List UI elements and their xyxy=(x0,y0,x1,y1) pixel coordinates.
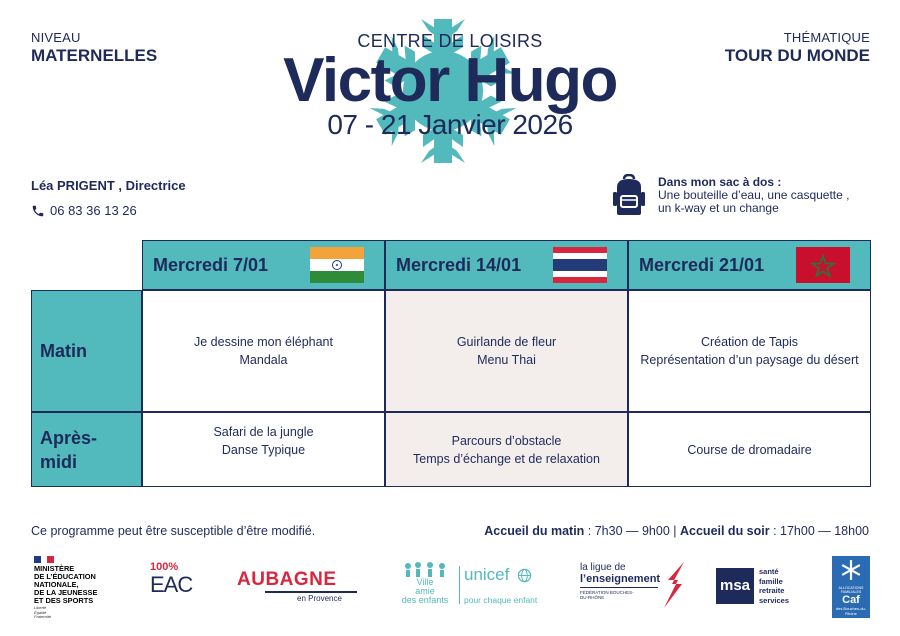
afternoon-label-2: midi xyxy=(40,451,78,472)
cell-afternoon-day2 xyxy=(385,412,628,487)
director-name: Léa PRIGENT , Directrice xyxy=(31,178,186,193)
niveau-block xyxy=(31,30,157,66)
thailand-flag-icon xyxy=(553,247,607,283)
activity: Parcours d’obstacle xyxy=(451,433,562,448)
activity: Je dessine mon éléphant xyxy=(194,335,333,349)
theme-label: THÉMATIQUE xyxy=(783,30,870,45)
opening-hours xyxy=(484,524,869,538)
bag-info xyxy=(658,176,849,215)
activity: Temps d’échange et de relaxation xyxy=(413,451,600,466)
activity: Mandala xyxy=(239,353,288,367)
phone-row xyxy=(31,203,137,218)
day-header-2 xyxy=(385,240,628,290)
schedule-table xyxy=(31,240,871,487)
disclaimer-note: Ce programme peut être susceptible d’être modifié. xyxy=(31,524,316,538)
unicef-ville-amie-logo: Ville amie des enfants unicef pour chaque enfant xyxy=(396,562,541,608)
cell-morning-day2 xyxy=(385,290,628,412)
activity: Représentation d’un paysage du désert xyxy=(640,353,859,367)
globe-icon xyxy=(517,568,532,583)
row-header-afternoon xyxy=(31,412,142,487)
centre-subtitle: CENTRE DE LOISIRS xyxy=(357,31,543,51)
cell-morning-day1 xyxy=(142,290,385,412)
ministere-logo: MINISTÈRE DE L’ÉDUCATION NATIONALE, DE LA JEUNESSE ET DES SPORTS Liberté Égalité Fraternité xyxy=(34,556,106,620)
evening-hours-label: Accueil du soir xyxy=(680,524,770,538)
day-label: Mercredi 7/01 xyxy=(153,254,269,275)
morocco-flag-icon xyxy=(796,247,850,283)
msa-logo: msa santé famille retraite services xyxy=(716,566,802,606)
afternoon-label-1: Après- xyxy=(40,427,98,448)
row-header-morning xyxy=(31,290,142,412)
caf-logo: ALLOCATIONS FAMILIALES Caf des Bouches-du-Rhône xyxy=(832,556,870,618)
morning-hours: : 7h30 — 9h00 | xyxy=(584,524,680,538)
day-header-1 xyxy=(142,240,385,290)
india-flag-icon xyxy=(310,247,364,283)
activity: Course de dromadaire xyxy=(687,442,812,457)
aubagne-logo: AUBAGNE en Provence xyxy=(237,570,357,603)
bag-line-1: Une bouteille d’eau, une casquette , xyxy=(658,188,850,202)
day-label: Mercredi 14/01 xyxy=(396,254,522,275)
activity: Menu Thai xyxy=(477,353,536,367)
cell-afternoon-day1 xyxy=(142,412,385,487)
niveau-label: NIVEAU xyxy=(31,30,81,45)
bag-line-2: un k-way et un change xyxy=(658,201,779,215)
evening-hours: : 17h00 — 18h00 xyxy=(769,524,869,538)
children-icon xyxy=(402,562,448,578)
phone-icon xyxy=(31,204,45,218)
theme-block xyxy=(725,30,870,66)
caf-snowflake-icon xyxy=(840,559,862,581)
backpack-icon xyxy=(612,174,646,216)
morning-label: Matin xyxy=(40,341,87,361)
niveau-value: MATERNELLES xyxy=(31,46,158,65)
phone-number: 06 83 36 13 26 xyxy=(50,203,137,218)
bag-title: Dans mon sac à dos : xyxy=(658,175,782,189)
activity: Guirlande de fleur xyxy=(456,335,557,349)
ligue-enseignement-logo: la ligue de l’enseignement FÉDÉRATION BOUCHES-DU-RHÔNE xyxy=(580,562,688,608)
cell-morning-day3 xyxy=(628,290,871,412)
french-flag-icon xyxy=(34,556,54,563)
page-title: Victor Hugo xyxy=(283,46,617,115)
date-range: 07 - 21 Janvier 2026 xyxy=(327,109,573,140)
day-header-3 xyxy=(628,240,871,290)
cell-afternoon-day3 xyxy=(628,412,871,487)
morning-hours-label: Accueil du matin xyxy=(484,524,585,538)
activity: Safari de la jungle xyxy=(213,425,314,439)
activity: Création de Tapis xyxy=(700,335,799,349)
eac-logo: 100% EAC xyxy=(150,561,193,597)
activity: Danse Typique xyxy=(221,443,306,457)
theme-value: TOUR DU MONDE xyxy=(724,46,870,65)
ligue-flag-icon xyxy=(658,562,686,608)
day-label: Mercredi 21/01 xyxy=(639,254,765,275)
